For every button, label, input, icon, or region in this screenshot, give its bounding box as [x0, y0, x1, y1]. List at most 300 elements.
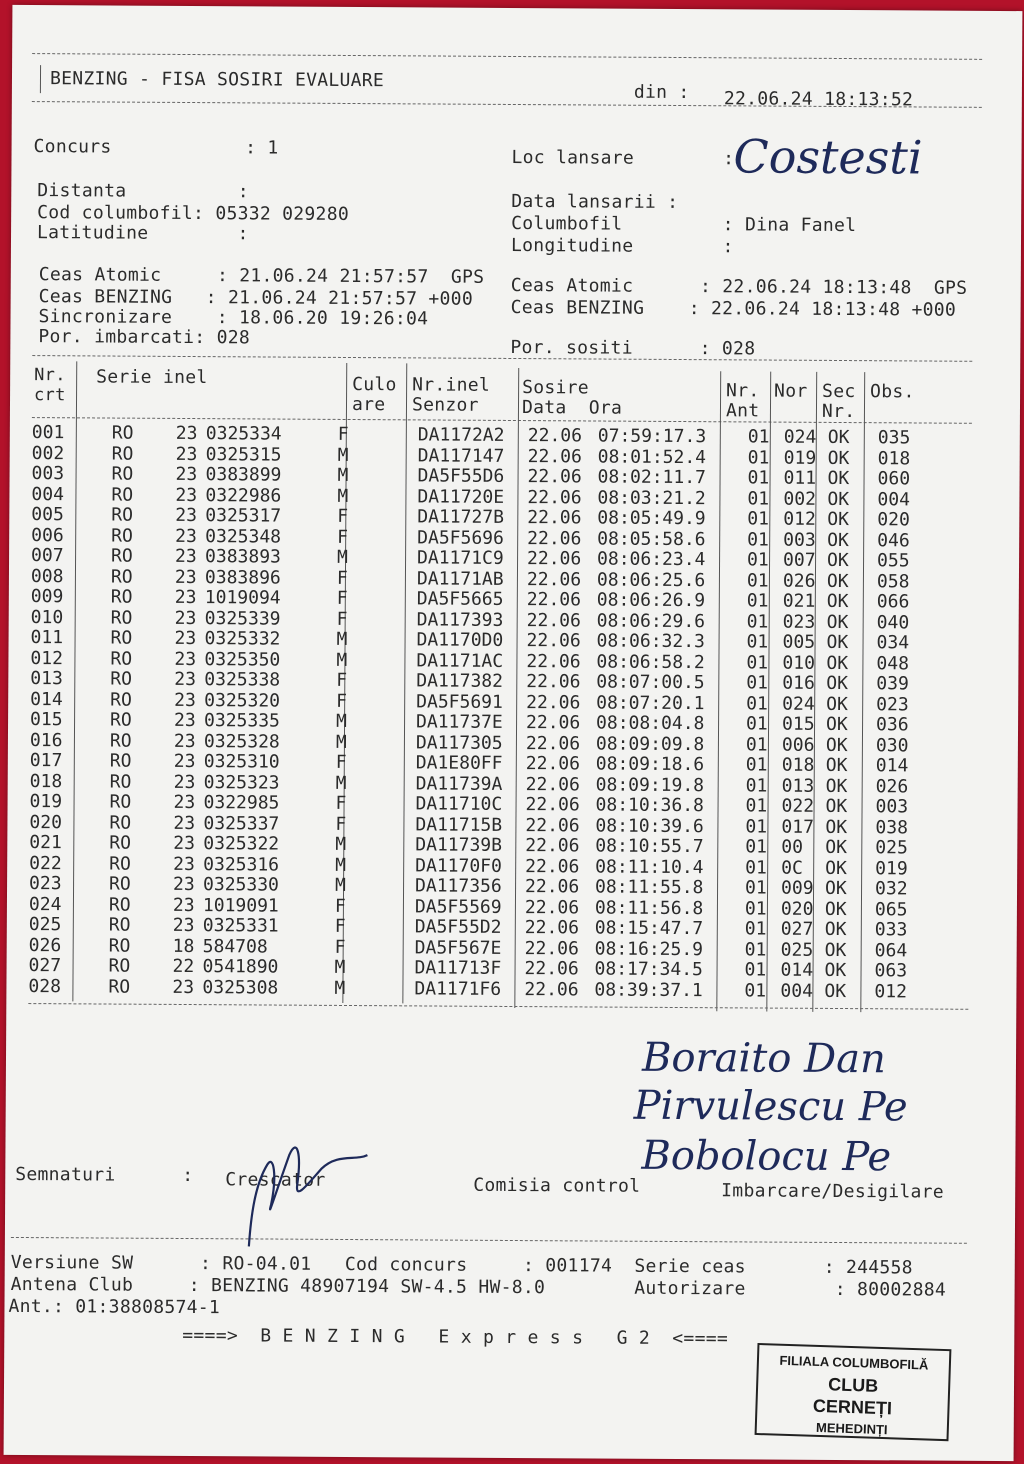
cell-year: 23 [175, 484, 198, 506]
cell-nor: 014 [780, 959, 814, 981]
cell-nor: 013 [781, 775, 815, 797]
cell-sensor-id: DA5F567E [414, 936, 502, 959]
cell-year: 23 [173, 791, 196, 814]
cell-sex: M [336, 710, 347, 732]
cell-year: 23 [174, 566, 197, 588]
cell-sensor-id: DA1171C9 [417, 547, 504, 569]
cell-country: RO [110, 566, 133, 588]
cell-year: 23 [175, 525, 197, 547]
cell-sec-status: OK [825, 734, 848, 756]
commission-name-2: Pirvulescu Pe [633, 1082, 908, 1131]
cell-sec-status: OK [824, 898, 847, 920]
cell-sensor-id: DA1171AB [416, 567, 504, 590]
cell-ring-number: 0325335 [204, 710, 280, 732]
cell-ring-number: 0325334 [205, 423, 282, 445]
cell-antenna-nr: 01 [745, 754, 768, 776]
header-sec: Sec [822, 380, 856, 403]
cell-ring-number: 0541890 [202, 956, 279, 978]
cell-arrival-date: 22.06 [527, 507, 582, 529]
cell-sex: F [337, 526, 349, 548]
cell-obs: 019 [875, 857, 908, 879]
table-bottom-divider [28, 1003, 968, 1010]
cell-nr-crt: 017 [29, 750, 63, 772]
cell-sec-status: OK [824, 959, 847, 982]
cell-country: RO [109, 832, 132, 854]
cell-sensor-id: DA5F5665 [416, 588, 504, 610]
cell-sensor-id: DA1170F0 [415, 854, 502, 877]
cell-antenna-nr: 01 [744, 918, 767, 940]
header-obs: Obs. [870, 381, 915, 403]
cell-nor: 00 [781, 836, 804, 858]
cell-year: 23 [172, 976, 195, 998]
cell-arrival-date: 22.06 [524, 937, 579, 959]
stamp-line-2: CLUB [827, 1374, 879, 1396]
cell-antenna-nr: 01 [744, 897, 767, 920]
cell-sec-status: OK [825, 816, 848, 838]
cell-nor: 017 [781, 816, 815, 838]
cell-arrival-date: 22.06 [526, 568, 582, 590]
cell-antenna-nr: 01 [745, 815, 768, 838]
cell-obs: 036 [875, 714, 909, 736]
cell-country: RO [108, 894, 131, 916]
cell-ring-number: 0325328 [203, 730, 280, 753]
cell-nr-crt: 018 [29, 770, 63, 792]
cell-sec-status: OK [825, 857, 847, 879]
cell-antenna-nr: 01 [744, 979, 767, 1002]
cell-arrival-time: 08:06:58.2 [596, 651, 705, 673]
cell-nor: 004 [780, 980, 814, 1002]
cell-year: 23 [173, 832, 196, 855]
cell-year: 23 [174, 689, 196, 711]
cell-arrival-date: 22.06 [525, 794, 580, 816]
cell-arrival-date: 22.06 [527, 425, 583, 447]
cell-arrival-date: 22.06 [524, 978, 579, 1000]
loc-lansare-field: Loc lansare : [511, 146, 735, 170]
cell-nor: 024 [783, 426, 817, 448]
cell-country: RO [109, 771, 132, 793]
cell-arrival-date: 22.06 [525, 753, 581, 775]
cell-sex: F [336, 587, 348, 609]
cell-sex: F [334, 895, 346, 917]
cell-ring-number: 0325332 [204, 628, 281, 650]
cell-nor: 012 [783, 508, 816, 530]
cell-arrival-time: 08:01:52.4 [597, 446, 707, 468]
cell-ring-number: 0325350 [204, 648, 281, 671]
longitudine-field: Longitudine : [510, 234, 734, 258]
cell-sensor-id: DA117382 [416, 670, 504, 692]
cell-country: RO [109, 812, 132, 834]
cell-ring-number: 0325308 [202, 976, 279, 999]
cell-country: RO [109, 791, 132, 813]
cell-nr-crt: 015 [30, 709, 63, 731]
cell-sec-status: OK [826, 652, 849, 674]
cell-arrival-time: 08:02:11.7 [597, 466, 707, 489]
cell-sex: M [337, 464, 349, 486]
footer-divider [11, 1237, 967, 1244]
cell-nor: 011 [783, 467, 817, 489]
cell-country: RO [111, 504, 134, 526]
cell-country: RO [110, 607, 133, 629]
ant-line: Ant.: 01:38808574-1 [8, 1295, 221, 1319]
cell-antenna-nr: 01 [746, 590, 769, 612]
cell-antenna-nr: 01 [746, 631, 769, 653]
cell-country: RO [110, 586, 133, 608]
cell-country: RO [110, 689, 132, 711]
loc-lansare-handwritten: Costesti [733, 129, 923, 185]
cell-arrival-time: 08:07:00.5 [596, 671, 705, 694]
cell-antenna-nr: 01 [745, 713, 768, 735]
cell-arrival-time: 08:08:04.8 [595, 712, 705, 735]
comisia-control-label: Comisia control [473, 1174, 641, 1197]
cell-obs: 033 [874, 919, 908, 941]
cell-ring-number: 0325339 [204, 607, 281, 630]
cell-sensor-id: DA117393 [416, 608, 504, 631]
cell-sex: M [336, 628, 348, 650]
cell-sex: M [337, 444, 349, 466]
cell-arrival-date: 22.06 [527, 548, 582, 570]
cell-sensor-id: DA1171AC [416, 649, 504, 672]
cell-country: RO [111, 422, 134, 444]
stamp-line-3: CERNEȚI [812, 1395, 893, 1419]
cell-sex: F [336, 690, 348, 712]
commission-name-3: Bobolocu Pe [641, 1132, 892, 1181]
por-imbarcati-field: Por. imbarcati: 028 [38, 326, 251, 349]
cell-sec-status: OK [826, 570, 849, 592]
ceas-atomic-right: Ceas Atomic : 22.06.24 18:13:48 GPS [510, 274, 968, 299]
cell-obs: 003 [875, 796, 909, 818]
cell-nor: 009 [780, 877, 814, 899]
cell-year: 23 [173, 730, 196, 752]
cell-nor: 006 [781, 734, 815, 756]
cell-nor: 018 [781, 754, 815, 776]
por-sositi-field: Por. sositi : 028 [510, 336, 756, 360]
cell-nr-crt: 001 [31, 422, 65, 444]
cell-arrival-date: 22.06 [527, 445, 582, 467]
cell-country: RO [108, 935, 131, 957]
cell-year: 23 [172, 894, 195, 916]
cell-arrival-date: 22.06 [526, 589, 582, 611]
cell-arrival-time: 08:10:55.7 [595, 835, 704, 858]
cell-ring-number: 0322985 [203, 792, 280, 814]
cell-obs: 034 [876, 632, 910, 654]
cell-ring-number: 0383893 [205, 546, 281, 568]
cell-antenna-nr: 01 [746, 610, 769, 633]
cell-arrival-time: 08:09:09.8 [595, 733, 705, 755]
concurs-field: Concurs : 1 [33, 136, 279, 159]
cell-antenna-nr: 01 [746, 569, 769, 592]
cell-antenna-nr: 01 [747, 487, 770, 510]
arrival-sheet [4, 5, 1023, 1461]
cell-arrival-time: 07:59:17.3 [597, 425, 707, 448]
cell-nor: 010 [782, 652, 816, 674]
cell-sensor-id: DA5F5569 [414, 895, 502, 918]
cell-country: RO [111, 545, 133, 567]
cell-sensor-id: DA11739A [415, 772, 503, 795]
cell-nr-crt: 019 [29, 791, 63, 813]
arrivals-table [28, 423, 991, 1003]
cell-nor: 023 [782, 611, 816, 633]
cell-antenna-nr: 01 [744, 938, 767, 961]
cell-sensor-id: DA5F55D2 [414, 916, 502, 938]
cell-obs: 032 [874, 878, 908, 900]
cell-obs: 030 [875, 734, 909, 756]
cell-ring-number: 0325317 [205, 505, 282, 527]
cell-nr-crt: 023 [29, 873, 62, 895]
cell-ring-number: 0383896 [204, 566, 281, 589]
cell-year: 23 [175, 463, 198, 486]
cell-arrival-time: 08:06:23.4 [597, 548, 706, 571]
cell-sec-status: OK [824, 939, 847, 961]
cell-sensor-id: DA117147 [417, 444, 505, 467]
cell-ring-number: 0325323 [203, 771, 280, 794]
cell-obs: 060 [877, 468, 911, 490]
cell-antenna-nr: 01 [744, 959, 767, 981]
cell-country: RO [110, 668, 133, 690]
cell-sex: M [335, 874, 346, 896]
cell-year: 23 [175, 443, 198, 465]
cell-nr-crt: 028 [28, 975, 62, 997]
cell-nr-crt: 006 [31, 524, 64, 546]
cell-sensor-id: DA11713F [414, 957, 502, 979]
cell-nor: 0C [781, 857, 803, 879]
cell-nor: 020 [780, 898, 814, 920]
cell-arrival-time: 08:05:58.6 [597, 528, 706, 550]
header-senzor: Senzor [411, 394, 479, 416]
cell-sec-status: OK [827, 467, 850, 490]
cell-nor: 016 [782, 672, 815, 694]
cell-nor: 015 [781, 713, 815, 735]
document-title: BENZING - FISA SOSIRI EVALUARE [49, 68, 385, 92]
cell-sec-status: OK [827, 426, 850, 449]
cell-sensor-id: DA11710C [415, 793, 503, 815]
cell-arrival-time: 08:09:18.6 [595, 753, 705, 776]
cell-sec-status: OK [824, 877, 847, 900]
cell-nr-crt: 027 [28, 955, 62, 977]
cell-nor: 022 [781, 795, 815, 817]
cell-arrival-date: 22.06 [524, 896, 580, 918]
cell-antenna-nr: 01 [745, 836, 768, 858]
cell-sec-status: OK [827, 447, 850, 469]
cell-arrival-date: 22.06 [524, 876, 580, 898]
cell-antenna-nr: 01 [747, 446, 770, 469]
cell-sensor-id: DA11720E [417, 485, 505, 508]
cell-sec-status: OK [824, 980, 847, 1002]
cell-year: 23 [173, 750, 196, 773]
cell-sex: M [334, 956, 346, 978]
cell-year: 23 [174, 586, 197, 609]
cell-obs: 020 [877, 509, 910, 531]
cell-year: 23 [174, 607, 197, 629]
cell-sex: M [334, 977, 346, 999]
cell-nor: 003 [783, 529, 816, 551]
header-serie-inel: Serie inel [96, 366, 208, 389]
cell-sec-status: OK [825, 836, 848, 859]
cell-arrival-time: 08:11:55.8 [594, 876, 704, 899]
cell-nor: 002 [783, 488, 817, 510]
cell-nor: 007 [782, 549, 816, 571]
cell-antenna-nr: 01 [745, 774, 768, 797]
header-sec-nr: Nr. [821, 400, 856, 423]
distanta-field: Distanta : [37, 180, 249, 203]
cell-antenna-nr: 01 [747, 528, 769, 551]
cell-country: RO [108, 955, 131, 977]
header-nr-ant-2: Ant [725, 400, 760, 422]
cell-sex: M [335, 731, 347, 753]
cell-ring-number: 0325330 [203, 874, 279, 896]
cod-columbofil-field: Cod columbofil: 05332 029280 [37, 202, 350, 225]
cell-nr-crt: 004 [31, 483, 65, 505]
cell-sensor-id: DA5F5691 [416, 690, 503, 713]
cell-sec-status: OK [826, 590, 849, 613]
cell-country: RO [109, 730, 132, 752]
cell-arrival-time: 08:10:36.8 [595, 794, 704, 817]
cell-year: 23 [174, 627, 197, 650]
cell-obs: 012 [874, 980, 908, 1002]
cell-sensor-id: DA117305 [415, 731, 503, 754]
cell-arrival-time: 08:10:39.6 [595, 815, 704, 837]
table-header-top-divider [32, 355, 972, 362]
cell-sec-status: OK [825, 754, 848, 777]
cell-nr-crt: 005 [31, 504, 64, 526]
cell-arrival-date: 22.06 [527, 466, 582, 488]
cell-arrival-time: 08:11:56.8 [594, 897, 704, 919]
cell-year: 23 [172, 914, 195, 937]
cell-obs: 058 [876, 570, 910, 592]
cell-sec-status: OK [826, 549, 849, 572]
cell-sex: F [336, 608, 348, 630]
cell-sensor-id: DA1170D0 [416, 629, 504, 651]
cell-obs: 064 [874, 939, 908, 961]
cell-obs: 038 [875, 816, 909, 838]
cell-sex: F [337, 423, 349, 445]
cell-sensor-id: DA1172A2 [417, 424, 505, 446]
header-nr: Nr. [34, 365, 66, 386]
cell-arrival-date: 22.06 [526, 650, 581, 672]
header-culoare-2: are [351, 394, 386, 416]
cell-year: 23 [174, 648, 197, 670]
cell-arrival-time: 08:09:19.8 [595, 774, 705, 796]
cell-obs: 065 [874, 898, 908, 920]
cell-sec-status: OK [827, 488, 850, 510]
versiune-line: Versiune SW : RO-04.01 Cod concurs : 001174 Serie ceas : 244558 [10, 1251, 913, 1279]
cell-sec-status: OK [827, 529, 849, 551]
sincronizare-field: Sincronizare : 18.06.20 19:26:04 [38, 306, 429, 330]
cell-nor: 019 [783, 447, 817, 469]
cell-antenna-nr: 01 [746, 692, 768, 715]
cell-obs: 025 [875, 837, 908, 859]
cell-sensor-id: DA1171F6 [414, 977, 502, 1000]
cell-nor: 021 [782, 590, 816, 612]
cell-country: RO [110, 648, 133, 670]
cell-year: 22 [172, 955, 195, 978]
cell-sensor-id: DA1E80FF [415, 752, 503, 774]
cell-antenna-nr: 01 [745, 856, 767, 879]
ceas-benzing-right: Ceas BENZING : 22.06.24 18:13:48 +000 [510, 296, 957, 321]
cell-ring-number: 0322986 [205, 484, 282, 507]
cell-year: 18 [172, 935, 195, 957]
cell-sex: F [335, 751, 347, 773]
cell-sex: M [335, 772, 347, 794]
cell-arrival-date: 22.06 [525, 773, 580, 795]
cell-year: 23 [174, 668, 197, 691]
cell-sec-status: OK [825, 713, 848, 736]
cell-nr-crt: 011 [30, 627, 64, 649]
cell-nr-crt: 014 [30, 688, 63, 710]
express-line: ====> B E N Z I N G E x p r e s s G 2 <==== [182, 1324, 729, 1350]
cell-country: RO [108, 914, 131, 936]
cell-sensor-id: DA11715B [415, 813, 503, 836]
cell-year: 23 [173, 771, 196, 793]
stamp-line-1: FILIALA COLUMBOFILĂ [779, 1352, 929, 1373]
imbarcare-label: Imbarcare/Desigilare [721, 1180, 945, 1203]
cell-nor: 025 [780, 939, 814, 961]
cell-ring-number: 1019094 [204, 587, 281, 609]
cell-arrival-time: 08:05:49.9 [597, 507, 706, 530]
cell-ring-number: 0325310 [203, 751, 280, 773]
crescator-signature [237, 1124, 378, 1255]
cell-sex: M [337, 485, 349, 507]
cell-year: 23 [175, 422, 198, 445]
cell-sensor-id: DA11727B [417, 506, 505, 528]
cell-obs: 046 [877, 529, 910, 551]
header-nr-ant-1: Nr. [726, 380, 760, 402]
cell-antenna-nr: 01 [747, 426, 770, 448]
cell-country: RO [111, 463, 134, 485]
cell-country: RO [108, 976, 131, 998]
cell-obs: 018 [877, 447, 911, 469]
cell-sec-status: OK [825, 775, 848, 797]
antena-line: Antena Club : BENZING 48907194 SW-4.5 HW-8.0 Autorizare : 80002884 [10, 1273, 947, 1301]
header-top-divider [32, 53, 982, 60]
cell-sec-status: OK [826, 631, 849, 654]
cell-arrival-date: 22.06 [525, 732, 581, 754]
cell-antenna-nr: 01 [747, 467, 770, 489]
cell-sensor-id: DA11739B [415, 834, 503, 856]
columbofil-field: Columbofil : Dina Fanel [511, 212, 857, 237]
cell-arrival-time: 08:07:20.1 [596, 692, 705, 714]
cell-nr-crt: 016 [29, 729, 63, 751]
cell-year: 23 [174, 709, 196, 732]
cell-arrival-date: 22.06 [525, 835, 580, 857]
cell-arrival-date: 22.06 [525, 814, 580, 836]
cell-nor: 024 [782, 693, 815, 715]
cell-country: RO [110, 709, 132, 731]
cell-ring-number: 0325348 [205, 525, 282, 548]
cell-arrival-time: 08:16:25.9 [594, 938, 704, 960]
cell-sex: M [335, 854, 347, 876]
cell-antenna-nr: 01 [746, 549, 769, 571]
cell-obs: 066 [876, 591, 910, 613]
cell-nr-crt: 026 [28, 934, 62, 956]
cell-ring-number: 0325316 [203, 853, 280, 876]
cell-sex: F [335, 792, 347, 814]
cell-nr-crt: 007 [31, 545, 64, 567]
cell-obs: 004 [877, 488, 911, 510]
cell-country: RO [111, 484, 134, 506]
cell-nr-crt: 009 [30, 586, 64, 608]
cell-antenna-nr: 01 [745, 795, 768, 817]
cell-country: RO [110, 627, 133, 649]
cell-sex: M [336, 649, 348, 671]
cell-sex: F [337, 505, 349, 527]
cell-ring-number: 0325315 [205, 443, 282, 466]
header-nr-inel: Nr.inel [412, 374, 491, 396]
cell-arrival-time: 08:39:37.1 [594, 979, 703, 1001]
cell-ring-number: 0325337 [203, 812, 280, 835]
cell-ring-number: 584708 [202, 935, 268, 958]
cell-nr-crt: 020 [29, 811, 63, 833]
cell-arrival-date: 22.06 [526, 671, 581, 693]
